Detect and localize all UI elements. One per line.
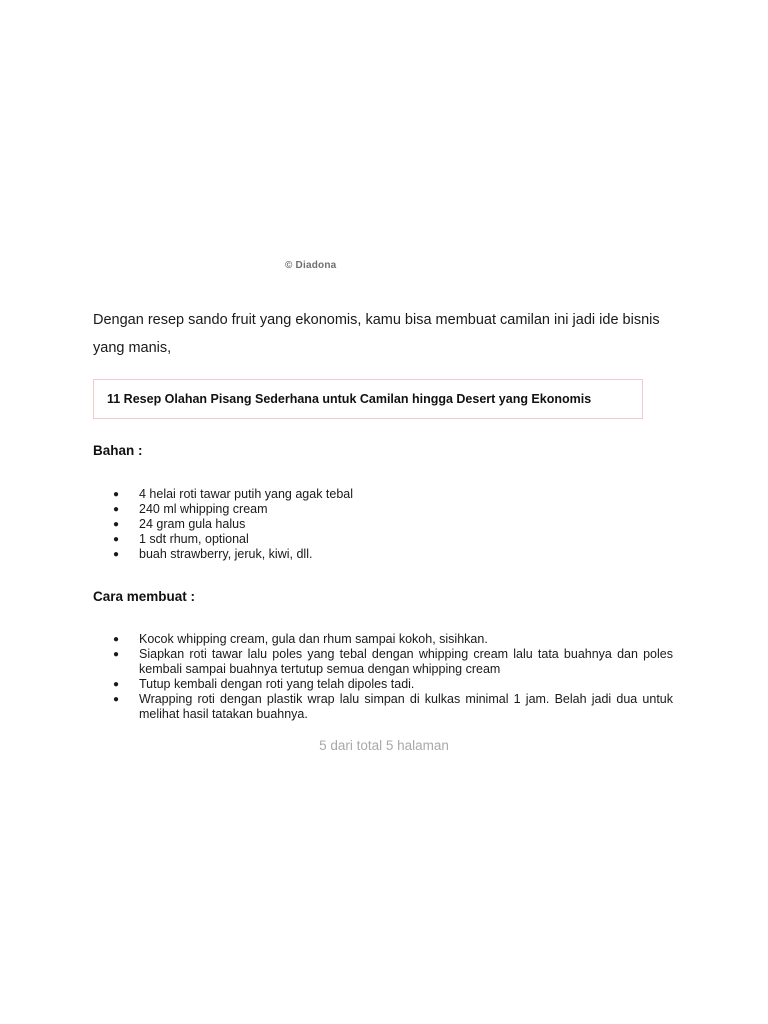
step-text: Siapkan roti tawar lalu poles yang tebal dengan whipping cream lalu tata buahnya dan poles kembali sampai buahnya tertutup semua dengan whipping cream [139,647,673,676]
bullet-icon: ● [113,634,120,645]
bullet-icon: ● [113,534,120,545]
image-credit: © Diadona [285,260,337,271]
ingredient-text: 1 sdt rhum, optional [139,532,249,546]
intro-paragraph: Dengan resep sando fruit yang ekonomis, kamu bisa membuat camilan ini jadi ide bisnis yang manis, [93,312,660,356]
bullet-icon: ● [113,694,120,705]
step-text: Wrapping roti dengan plastik wrap lalu simpan di kulkas minimal 1 jam. Belah jadi dua untuk melihat hasil tatakan buahnya. [139,692,673,721]
steps-heading: Cara membuat : [93,589,196,604]
ingredients-heading: Bahan : [93,443,143,458]
list-item [113,502,513,517]
list-item [113,677,673,692]
page-indicator: 5 dari total 5 halaman [319,738,449,753]
ingredient-text: 4 helai roti tawar putih yang agak tebal [139,487,354,501]
ingredients-list [113,487,513,562]
bullet-icon: ● [113,649,120,660]
steps-list [113,632,673,722]
step-text: Kocok whipping cream, gula dan rhum sampai kokoh, sisihkan. [139,632,488,646]
step-text: Tutup kembali dengan roti yang telah dipoles tadi. [139,677,415,691]
related-article-link[interactable]: 11 Resep Olahan Pisang Sederhana untuk Camilan hingga Desert yang Ekonomis [93,379,643,419]
bullet-icon: ● [113,519,120,530]
list-item [113,487,513,502]
list-item [113,547,513,562]
list-item [113,517,513,532]
list-item [113,692,673,722]
bullet-icon: ● [113,549,120,560]
bullet-icon: ● [113,489,120,500]
list-item [113,647,673,677]
bullet-icon: ● [113,679,120,690]
ingredient-text: buah strawberry, jeruk, kiwi, dll. [139,547,313,561]
ingredient-text: 240 ml whipping cream [139,502,268,516]
list-item [113,632,673,647]
bullet-icon: ● [113,504,120,515]
list-item [113,532,513,547]
ingredient-text: 24 gram gula halus [139,517,246,531]
